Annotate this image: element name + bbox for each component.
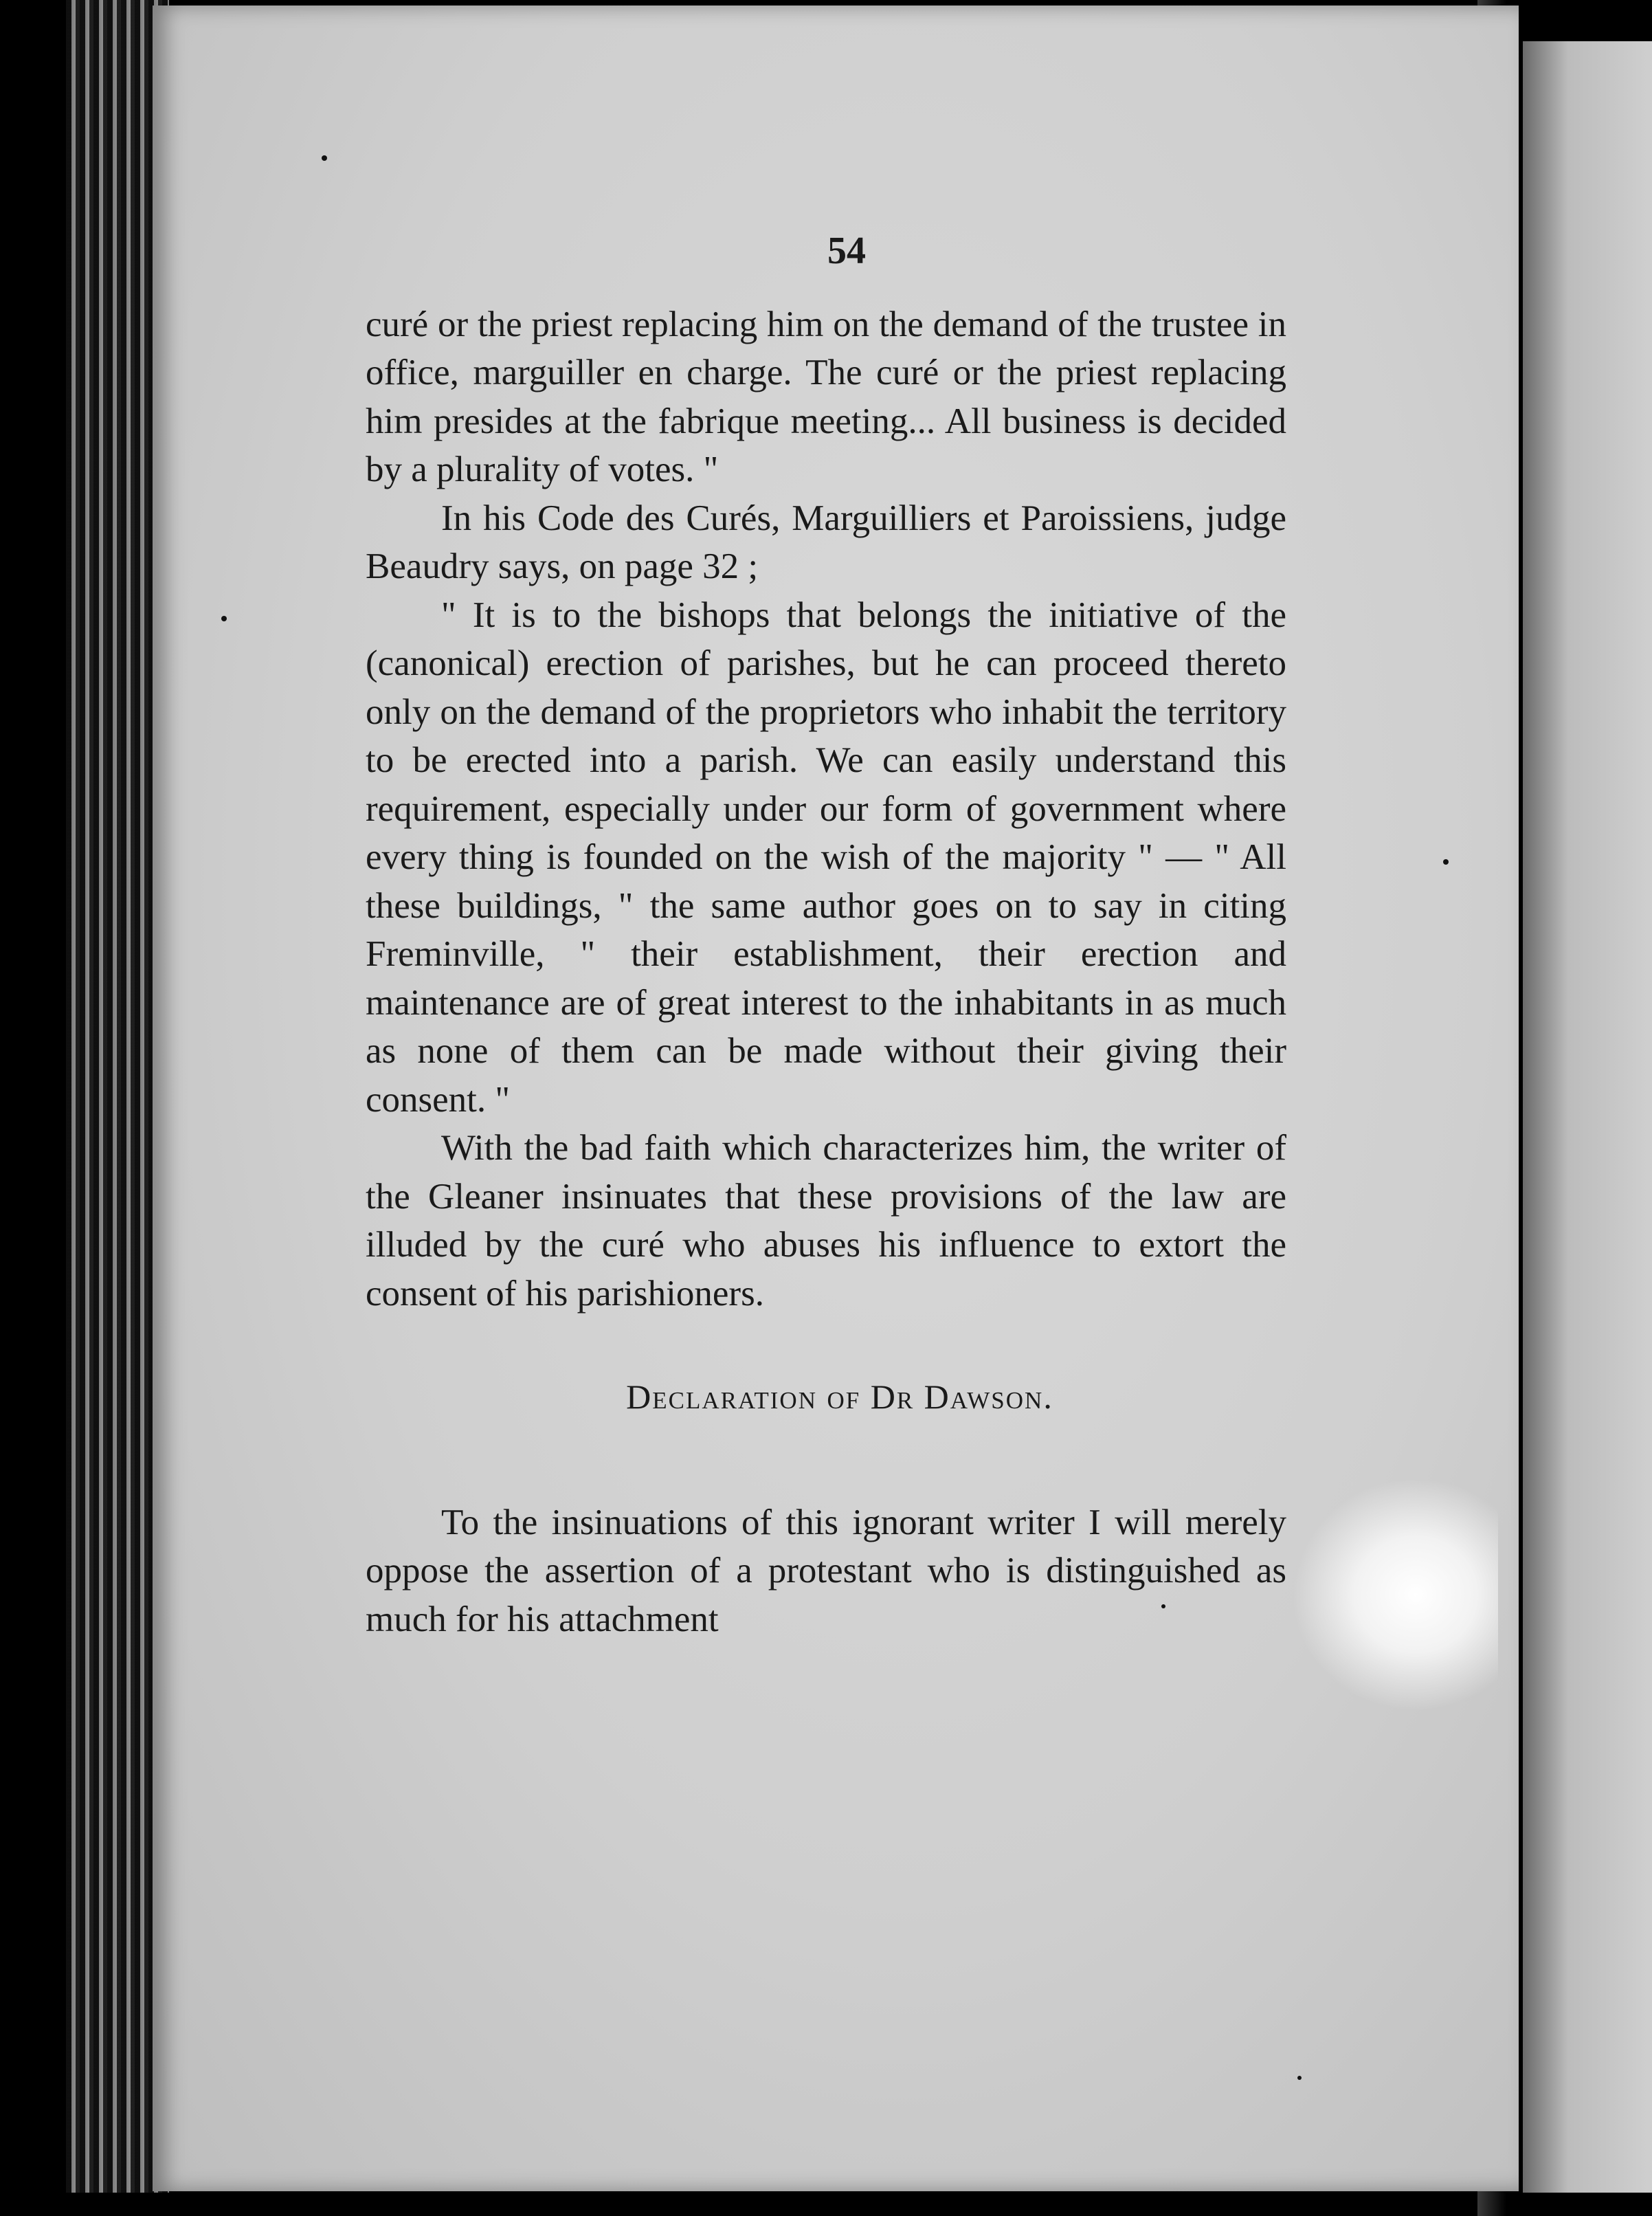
light-glare xyxy=(1292,1478,1498,1711)
paragraph-2: In his Code des Curés, Marguilliers et Paroissiens, judge Beaudry says, on page 32 ; xyxy=(366,498,1286,586)
paragraph-3: " It is to the bishops that belongs the initiative of the (canonical) erection of parishes, but he can proceed thereto only on the demand of the proprietors who inhabit the territory to be erected into a parish. We can easily understand this requirement, especially under our form of government where every thing is founded on the wish of the majority " — " All these buildings, " the same author goes on to say in citing Freminville, " their establishment, their erection and maintenance are of great interest to the inhabitants in as much as none of them can be made without their giving their consent. " xyxy=(366,595,1286,1120)
ink-speck xyxy=(1443,859,1449,865)
paragraph-5: To the insinuations of this ignorant writer I will merely oppose the assertion of a protestant who is distinguished as much for his attachment xyxy=(366,1502,1286,1639)
section-heading: Declaration of Dr Dawson. xyxy=(626,1377,1053,1416)
paragraph-1: curé or the priest replacing him on the demand of the trustee in office, marguiller en charge. The curé or the priest replacing him presides at the fabrique meeting... All business is decided by a plurality of votes. " xyxy=(366,304,1286,489)
facing-page xyxy=(1523,41,1652,2193)
paragraph-4: With the bad faith which characterizes him, the writer of the Gleaner insinuates that these provisions of the law are illuded by the curé who abuses his influence to extort the consent of his parishioners. xyxy=(366,1128,1286,1314)
page-number: 54 xyxy=(827,230,866,272)
ink-speck xyxy=(1297,2076,1302,2080)
page-text-block xyxy=(366,227,1286,1643)
ink-speck xyxy=(322,155,327,161)
ink-speck xyxy=(221,616,227,621)
